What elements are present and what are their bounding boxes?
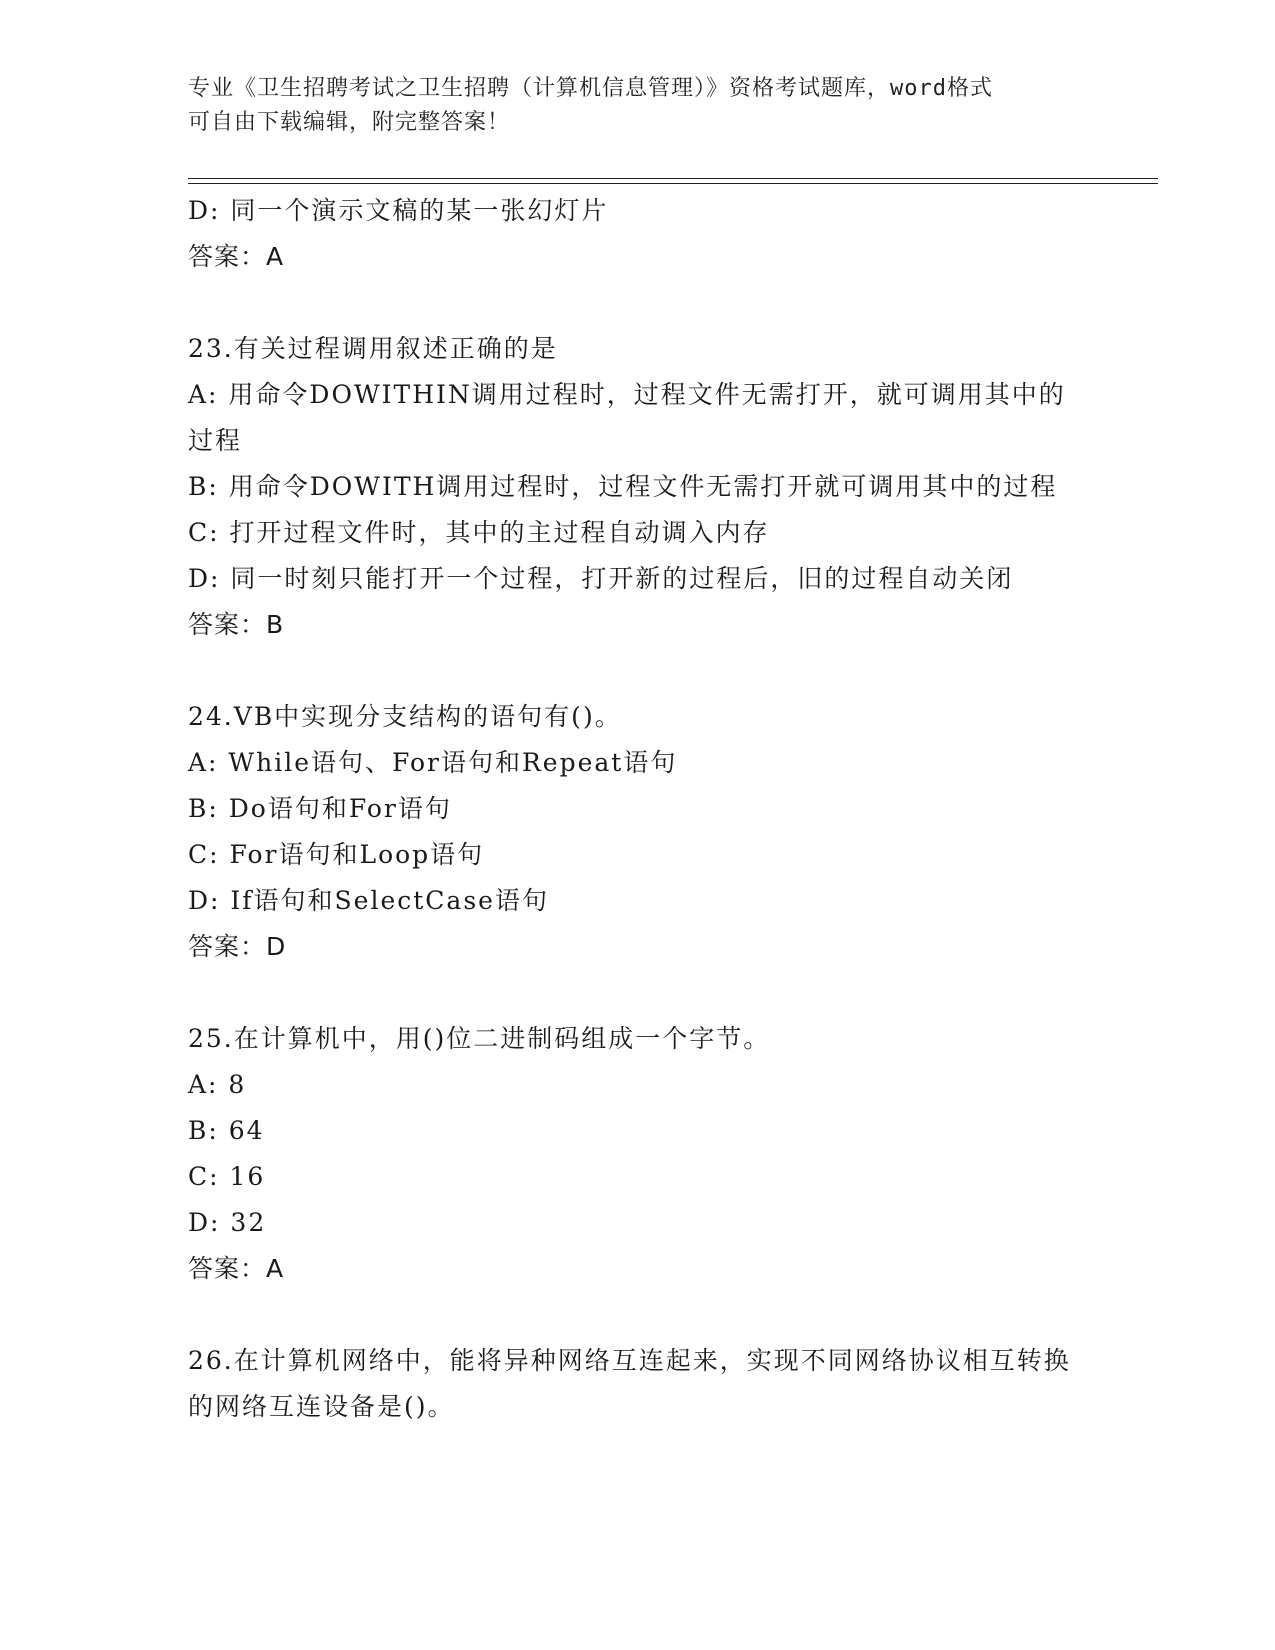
option-d: D: 同一个演示文稿的某一张幻灯片 — [188, 196, 609, 225]
option-c: C: For语句和Loop语句 — [188, 840, 485, 869]
option-d: D: 32 — [188, 1208, 267, 1237]
option-d: D: If语句和SelectCase语句 — [188, 886, 549, 915]
question-22 — [188, 188, 1088, 280]
question-24 — [188, 694, 1088, 970]
header-rule-bottom — [188, 183, 1158, 184]
header-rule-top — [188, 178, 1158, 179]
document-header — [188, 72, 1088, 140]
question-stem: 23.有关过程调用叙述正确的是 — [188, 334, 558, 363]
question-stem: 25.在计算机中，用()位二进制码组成一个字节。 — [188, 1024, 771, 1053]
question-23 — [188, 326, 1088, 648]
option-a: A: 8 — [188, 1070, 247, 1099]
question-list — [188, 188, 1088, 1430]
question-stem: 26.在计算机网络中，能将异种网络互连起来，实现不同网络协议相互转换的网络互连设备是()。 — [188, 1346, 1071, 1421]
answer: 答案：A — [188, 1254, 285, 1283]
option-c: C: 打开过程文件时，其中的主过程自动调入内存 — [188, 518, 770, 547]
answer: 答案：A — [188, 242, 285, 271]
option-a: A: 用命令DOWITHIN调用过程时，过程文件无需打开，就可调用其中的过程 — [188, 380, 1066, 455]
question-stem: 24.VB中实现分支结构的语句有()。 — [188, 702, 622, 731]
option-d: D: 同一时刻只能打开一个过程，打开新的过程后，旧的过程自动关闭 — [188, 564, 1014, 593]
option-b: B: 64 — [188, 1116, 265, 1145]
question-25 — [188, 1016, 1088, 1292]
header-line-2: 可自由下载编辑，附完整答案！ — [188, 110, 511, 135]
option-c: C: 16 — [188, 1162, 266, 1191]
answer: 答案：B — [188, 610, 285, 639]
question-26 — [188, 1338, 1088, 1430]
option-a: A: While语句、For语句和Repeat语句 — [188, 748, 678, 777]
header-line-1: 专业《卫生招聘考试之卫生招聘（计算机信息管理）》资格考试题库，word格式 — [188, 76, 993, 101]
answer: 答案：D — [188, 932, 287, 961]
option-b: B: 用命令DOWITH调用过程时，过程文件无需打开就可调用其中的过程 — [188, 472, 1058, 501]
option-b: B: Do语句和For语句 — [188, 794, 452, 823]
